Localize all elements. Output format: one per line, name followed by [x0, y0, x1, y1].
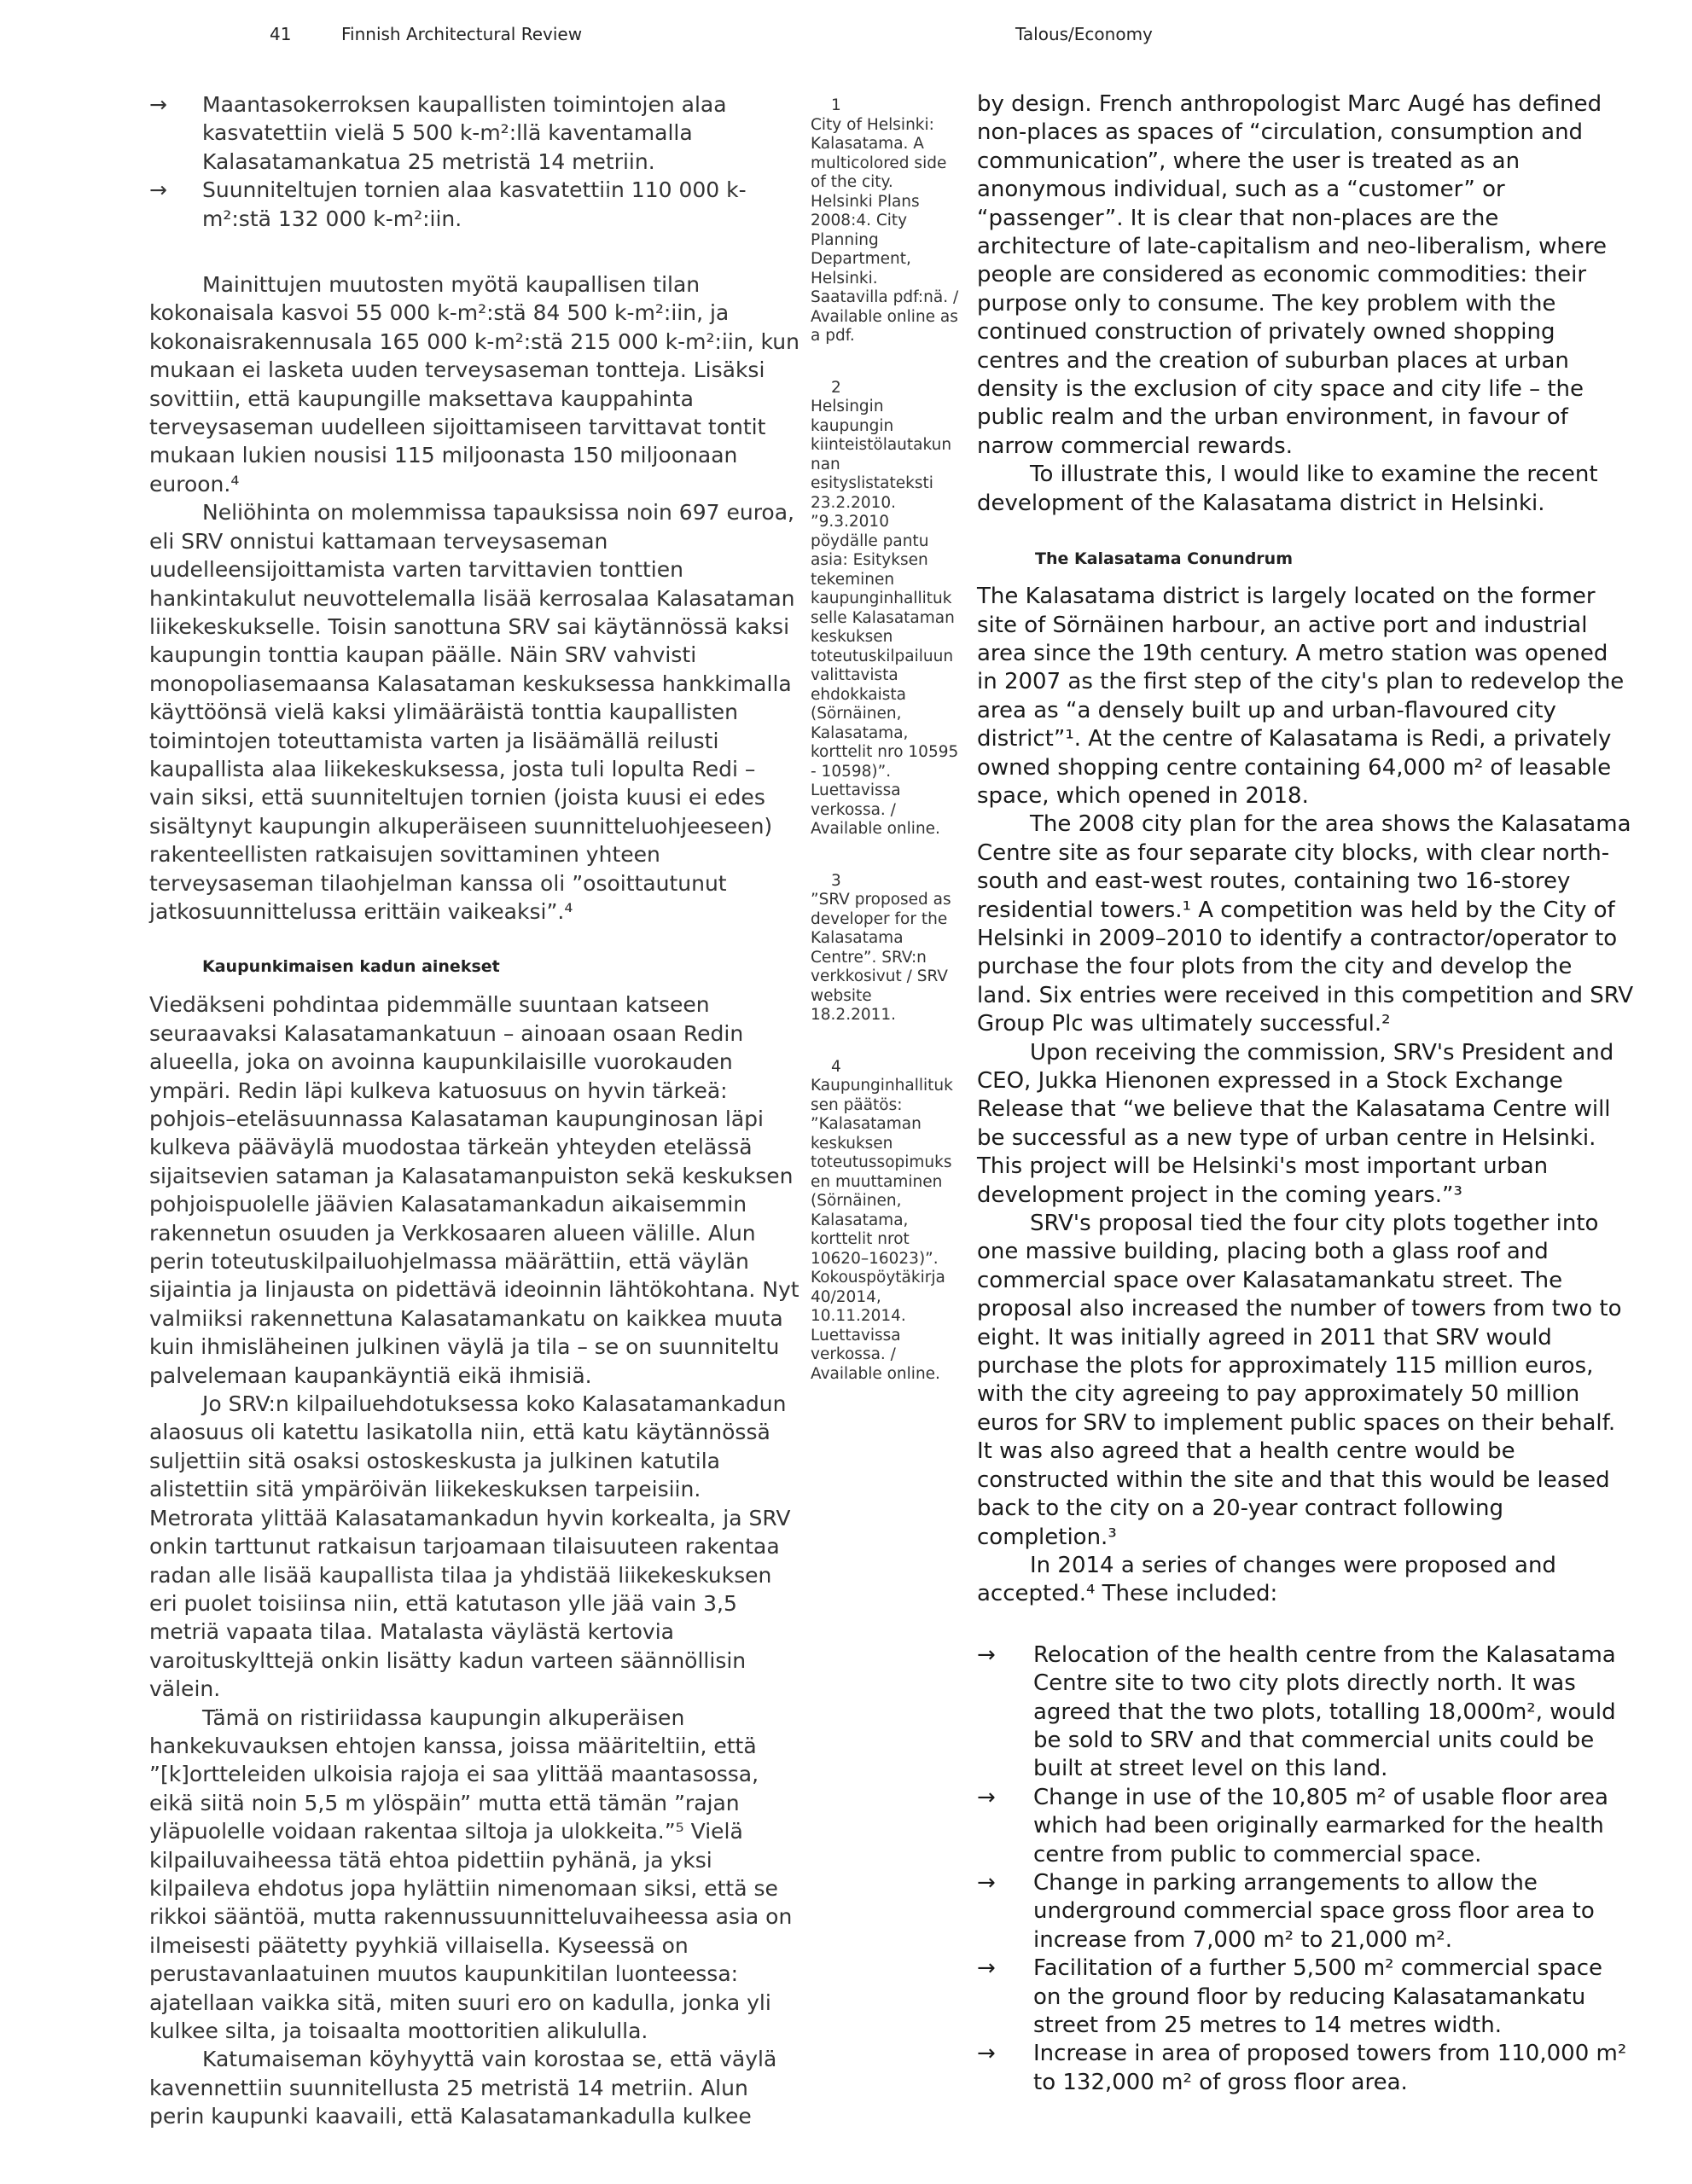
arrow-icon: →	[149, 177, 167, 203]
body-paragraph: Tämä on ristiriidassa kaupungin alkuperäisen hankekuvauksen ehtojen kanssa, joissa määriteltiin, että ”[k]ortteleiden ulkoisia rajoja ei saa ylittää maantasossa, eikä siitä noin 5,5 m ylöspäin” mutta että tämän ”rajan yläpuolelle voidaan rakentaa siltoja ja ulokkeita.”⁵ Vielä kilpailuvaiheessa tätä ehtoa pidettiin pyhänä, ja yksi kilpaileva ehdotus jopa hylättiin nimenomaan siksi, että se rikkoi sääntöä, mutta rakennussuunnitteluvaiheessa asia on ilmeisesti päätetty pyyhkiä villaisella. Kyseessä on perustavanlaatuinen muutos kaupunkitilan luonteessa: ajatellaan vaikka sitä, miten suuri ero on kadulla, jonka yli kulkee silta, ja toisaalta moottoritien alikululla.	[149, 1705, 793, 2043]
list-item: → Change in use of the 10,805 m² of usable floor area which had been originally earmarked for the health centre from public to commercial space.	[977, 1784, 1608, 1867]
page-number: 41	[270, 24, 292, 44]
finnish-column	[149, 90, 799, 2131]
arrow-icon: →	[977, 1955, 996, 1982]
list-item: → Facilitation of a further 5,500 m² commercial space on the ground floor by reducing Kalasatamankatu street from 25 metres to 14 metres width.	[977, 1955, 1603, 2038]
footnote-text: ”SRV proposed as developer for the Kalasatama Centre”. SRV:n verkkosivut / SRV website 18.2.2011.	[811, 891, 951, 1024]
body-paragraph: The Kalasatama district is largely located on the former site of Sörnäinen harbour, an active port and industrial area since the 19th century. A metro station was opened in 2007 as the first step of the city's plan to redevelop the area as “a densely built up and urban-flavoured city district”¹. At the centre of Kalasatama is Redi, a privately owned shopping centre containing 64,000 m² of leasable space, which opened in 2018.	[977, 584, 1625, 809]
body-paragraph: Katumaiseman köyhyyttä vain korostaa se, että väylä kavennettiin suunnitellusta 25 metristä 14 metriin. Alun perin kaupunki kaavaili, että Kalasatamankadulla kulkee	[149, 2047, 777, 2129]
arrow-icon: →	[977, 2041, 996, 2067]
body-paragraph: Jo SRV:n kilpailuehdotuksessa koko Kalasatamankadun alaosuus oli katettu lasikatolla niin, että katu käytännössä suljettiin sitä osaksi ostoskeskusta ja julkinen katutila alistettiin sitä ympäröivän liikekeskuksen tarpeisiin. Metrorata ylittää Kalasatamankadun hyvin korkealta, ja SRV onkin tarttunut ratkaisun tarjoamaan tilaisuuteen rakentaa radan alle lisää kaupallista tilaa ja yhdistää liikekeskuksen eri puolet toisiinsa niin, että katutason ylle jää vain 3,5 metriä vapaata tilaa. Matalasta väylästä kertovia varoituskylttejä onkin lisätty kadun varteen säännöllisin välein.	[149, 1391, 791, 1702]
footnote-number: 4	[831, 1057, 841, 1076]
footnote	[811, 379, 960, 839]
body-paragraph: Mainittujen muutosten myötä kaupallisen tilan kokonaisala kasvoi 55 000 k-m²:stä 84 500 k-m²:iin, ja kokonaisrakennusala 165 000 k-m²:stä 215 000 k-m²:iin, kun mukaan ei lasketa uuden terveysaseman tontteja. Lisäksi sovittiin, että kaupungille maksettava kauppahinta terveysaseman uudelleen sijoittamiseen tarvittavat tontit mukaan lukien nousisi 115 miljoonasta 150 miljoonaan euroon.⁴	[149, 272, 799, 497]
list-item: → Relocation of the health centre from the Kalasatama Centre site to two city plots directly north. It was agreed that the two plots, totalling 18,000m², would be sold to SRV and that commercial units could be built at street level on this land.	[977, 1641, 1616, 1782]
footnote-number: 1	[831, 96, 841, 114]
footnote-text: Helsingin kaupungin kiinteistölautakunnan esityslistateksti 23.2.2010. ”9.3.2010 pöydälle pantu asia: Esityksen tekeminen kaupunginhallitukselle Kalasataman keskuksen toteutuskilpailuun valittavista ehdokkaista (Sörnäinen, Kalasatama, korttelit nro 10595 - 10598)”. Luettavissa verkossa. / Available online.	[811, 398, 959, 838]
footnote	[811, 1058, 960, 1385]
list-item: → Suunniteltujen tornien alaa kasvatettiin 110 000 k-m²:stä 132 000 k-m²:iin.	[149, 177, 747, 231]
list-item: → Increase in area of proposed towers from 110,000 m² to 132,000 m² of gross floor area.	[977, 2041, 1627, 2095]
arrow-icon: →	[149, 92, 167, 117]
arrow-icon: →	[977, 1869, 996, 1896]
english-change-list	[977, 1641, 1634, 2098]
body-paragraph: The 2008 city plan for the area shows the Kalasatama Centre site as four separate city blocks, with clear north-south and east-west routes, containing two 16-storey residential towers.¹ A competition was held by the City of Helsinki in 2009–2010 to identify a contractor/operator to purchase the four plots from the city and develop the land. Six entries were received in this competition and SRV Group Plc was ultimately successful.²	[977, 811, 1634, 1037]
footnote-text: Kaupunginhallituksen päätös: ”Kalasataman keskuksen toteutussopimuksen muuttaminen (Sörnäinen, Kalasatama, korttelit nrot 10620–16023)”. Kokouspöytäkirja 40/2014, 10.11.2014. Luettavissa verkossa. / Available online.	[811, 1077, 953, 1383]
body-paragraph: In 2014 a series of changes were proposed and accepted.⁴ These included:	[977, 1552, 1556, 1607]
footnote	[811, 96, 960, 346]
publication-title: Finnish Architectural Review	[341, 24, 583, 44]
body-paragraph: SRV's proposal tied the four city plots together into one massive building, placing both a glass roof and commercial space over Kalasatamankatu street. The proposal also increased the number of towers from two to eight. It was initially agreed in 2011 that SRV would purchase the plots for approximately 115 million euros, with the city agreeing to pay approximately 50 million euros for SRV to implement public spaces on their behalf. It was also agreed that a health centre would be constructed within the site and that this would be leased back to the city on a 20-year contract following completion.³	[977, 1211, 1622, 1550]
body-paragraph: by design. French anthropologist Marc Augé has defined non-places as spaces of “circulation, consumption and communication”, where the user is treated as an anonymous individual, such as a “customer” or “passenger”. It is clear that non-places are the architecture of late-capitalism and neo-liberalism, where people are considered as economic commodities: their purpose only to consume. The key problem with the continued construction of privately owned shopping centres and the creation of suburban places at urban density is the exclusion of city space and city life – the public realm and the urban environment, in favour of narrow commercial rewards.	[977, 91, 1608, 459]
body-paragraph: Upon receiving the commission, SRV's President and CEO, Jukka Hienonen expressed in a Stock Exchange Release that “we believe that the Kalasatama Centre will be successful as a new type of urban centre in Helsinki. This project will be Helsinki's most important urban development project in the coming years.”³	[977, 1039, 1614, 1208]
body-paragraph: Viedäkseni pohdintaa pidemmälle suuntaan katseen seuraavaksi Kalasatamankatuun – ainoaan osaan Redin alueella, joka on avoinna kaupunkilaisille vuorokauden ympäri. Redin läpi kulkeva katuosuus on hyvin tärkeä: pohjois–eteläsuunnassa Kalasataman kaupunginosan läpi kulkeva pääväylä muodostaa tärkeän yhteyden etelässä sijaitsevien sataman ja Kalasatamanpuiston sekä keskuksen pohjoispuolelle jäävien Kalasatamankadun aikaisemmin rakennetun osuuden ja Verkkosaaren alueen välille. Alun perin toteutuskilpailuohjelmassa määrättiin, että väylän sijaintia ja linjausta on pidettävä ideoinnin lähtökohtana. Nyt valmiiksi rakennettuna Kalasatamankatu on kaikkea muuta kuin ihmisläheinen julkinen väylä ja tila – se on suunniteltu palvelemaan kaupankäyntiä eikä ihmisiä.	[149, 992, 799, 1388]
section-title: Talous/Economy	[1015, 24, 1153, 44]
section-subheading: The Kalasatama Conundrum	[1035, 549, 1294, 569]
arrow-icon: →	[977, 1641, 996, 1668]
section-subheading: Kaupunkimaisen kadun ainekset	[202, 957, 500, 977]
footnote-text: City of Helsinki: Kalasatama. A multicolored side of the city. Helsinki Plans 2008:4. City Planning Department, Helsinki. Saatavilla pdf:nä. / Available online as a pdf.	[811, 115, 959, 345]
footnote-number: 2	[831, 378, 841, 397]
footnote-number: 3	[831, 871, 841, 890]
english-column	[977, 90, 1634, 2097]
list-item: → Maantasokerroksen kaupallisten toimintojen alaa kasvatettiin vielä 5 500 k-m²:llä kaventamalla Kalasatamankatua 25 metristä 14 metriin.	[149, 92, 727, 174]
arrow-icon: →	[977, 1784, 996, 1810]
finnish-change-list	[149, 90, 799, 233]
footnote	[811, 872, 960, 1025]
body-paragraph: To illustrate this, I would like to examine the recent development of the Kalasatama district in Helsinki.	[977, 462, 1598, 516]
list-item: → Change in parking arrangements to allow the underground commercial space gross floor area to increase from 7,000 m² to 21,000 m².	[977, 1869, 1595, 1953]
footnotes-column	[811, 96, 960, 1416]
body-paragraph: Neliöhinta on molemmissa tapauksissa noin 697 euroa, eli SRV onnistui kattamaan terveysaseman uudelleensijoittamista varten tarvittavien tonttien hankintakulut neuvottelemalla lisää kerrosalaa Kalasataman liikekeskukselle. Toisin sanottuna SRV sai käytännössä kaksi kaupungin tonttia kaupan päälle. Näin SRV vahvisti monopoliasemaansa Kalasataman keskuksessa hankkimalla käyttöönsä vielä kaksi ylimääräistä tonttia kaupallisten toimintojen toteuttamista varten ja lisäämällä reilusti kaupallista alaa liikekeskuksessa, josta tuli lopulta Redi – vain siksi, että suunniteltujen tornien (joista kuusi ei edes sisältynyt kaupungin alkuperäiseen suunnitteluohjeeseen) rakenteellisten ratkaisujen sovittaminen yhteen terveysaseman tilaohjelman kanssa oli ”osoittautunut jatkosuunnittelussa erittäin vaikeaksi”.⁴	[149, 500, 795, 924]
